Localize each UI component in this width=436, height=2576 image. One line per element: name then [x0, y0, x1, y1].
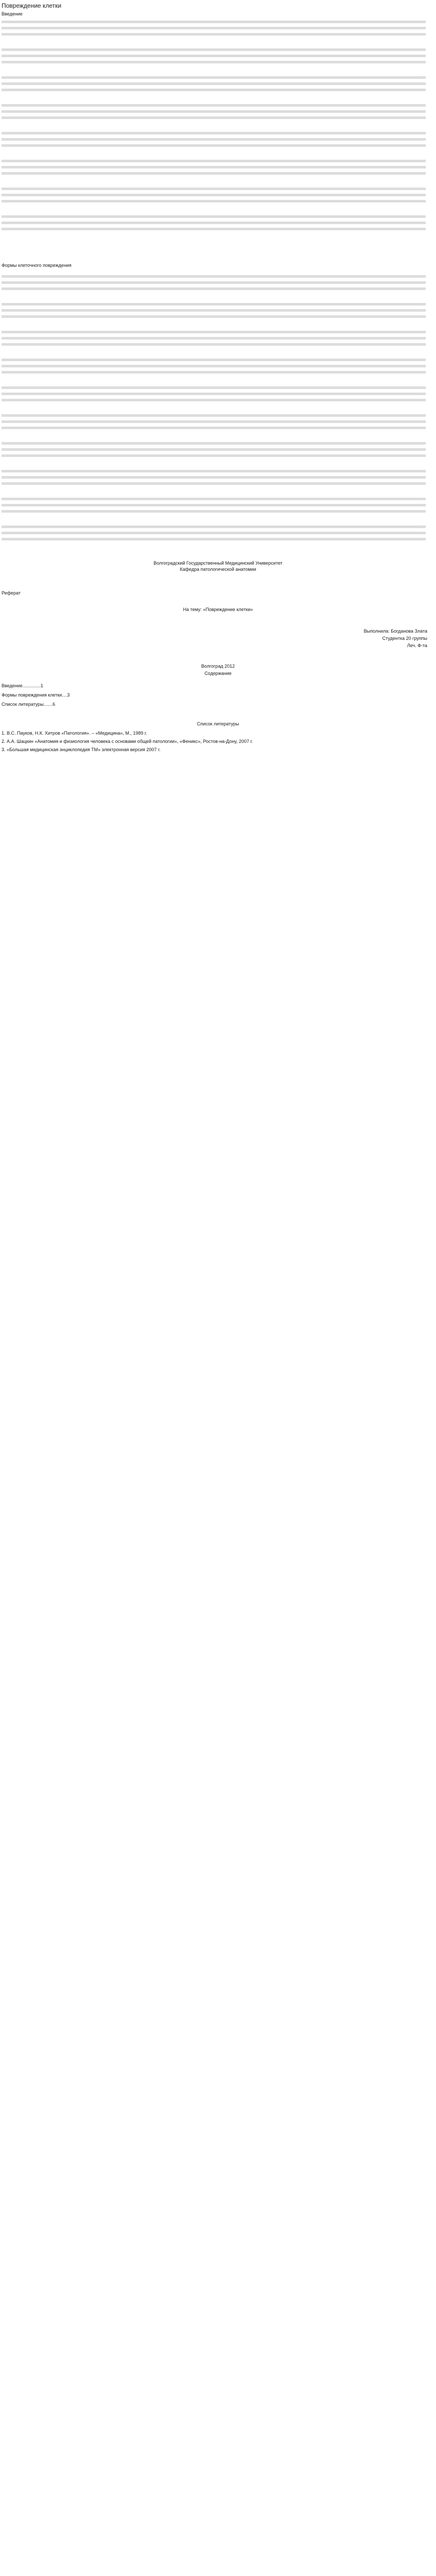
faculty: Леч. Ф-та	[407, 643, 427, 648]
page-title: Повреждение клетки	[2, 2, 62, 9]
paragraph	[2, 274, 434, 294]
paragraph	[2, 75, 434, 95]
report-topic: На тему: «Повреждение клетки»	[183, 607, 253, 612]
reference-item: 3. «Большая медицинская энциклопедия ТМ» электронная версия 2007 г.	[2, 747, 161, 752]
paragraph	[2, 468, 434, 489]
spacer	[2, 242, 434, 262]
reference-item: 1. В.С. Пауков, Н.К. Хитров «Патология». – «Медицина», М., 1989 г.	[2, 731, 147, 736]
report-label: Реферат	[2, 590, 21, 596]
document-page	[0, 0, 436, 775]
paragraph	[2, 524, 434, 545]
paragraph	[2, 19, 434, 40]
paragraph	[2, 186, 434, 207]
section1-body	[2, 274, 434, 517]
paragraph	[2, 47, 434, 67]
paragraph	[2, 413, 434, 433]
paragraph	[2, 130, 434, 151]
references-title: Список литературы	[197, 721, 239, 726]
paragraph	[2, 496, 434, 517]
toc-item: Введение..............1	[2, 683, 43, 688]
author-block	[2, 628, 434, 649]
student-group: Студентка 20 группы	[382, 636, 427, 641]
references-list	[2, 730, 434, 753]
department-name: Кафедра патологической анатомии	[180, 567, 256, 572]
paragraph	[2, 385, 434, 405]
paragraph	[2, 301, 434, 322]
paragraph	[2, 329, 434, 350]
title-page	[2, 560, 434, 572]
toc-title: Содержание	[204, 671, 232, 676]
paragraph	[2, 440, 434, 461]
toc-item: Список литературы.......6	[2, 702, 56, 707]
closing-body	[2, 524, 434, 545]
paragraph	[2, 357, 434, 378]
university-name: Волгоградский Государственный Медицинский Университет	[153, 561, 283, 566]
toc-item: Формы повреждения клетки....3	[2, 692, 70, 698]
paragraph	[2, 103, 434, 123]
paragraph	[2, 158, 434, 179]
table-of-contents	[2, 683, 434, 707]
section-heading-forms: Формы клеточного повреждения	[2, 263, 72, 268]
intro-body	[2, 19, 434, 234]
intro-heading: Введение	[2, 11, 23, 16]
city-year: Волгоград 2012	[201, 664, 235, 669]
reference-item: 2. А.А. Шацкин «Анатомия и физиология человека с основами общей патологии», «Феникс», Ростов-на-Дону, 2007 г.	[2, 739, 253, 744]
paragraph	[2, 214, 434, 234]
author-name: Выполнила: Богданова Злата	[363, 629, 427, 634]
